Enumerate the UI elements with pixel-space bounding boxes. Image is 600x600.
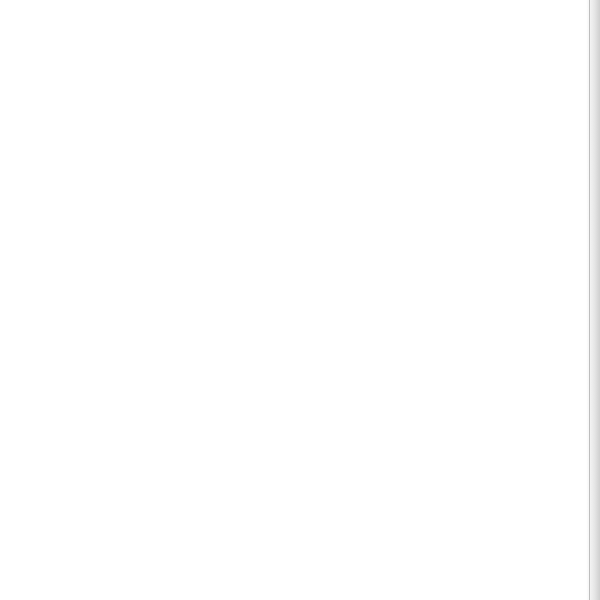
paragraph-4: [58, 362, 528, 527]
page-edge-line: [589, 0, 590, 600]
body-text: [58, 6, 528, 527]
paragraph-3: [58, 19, 528, 349]
